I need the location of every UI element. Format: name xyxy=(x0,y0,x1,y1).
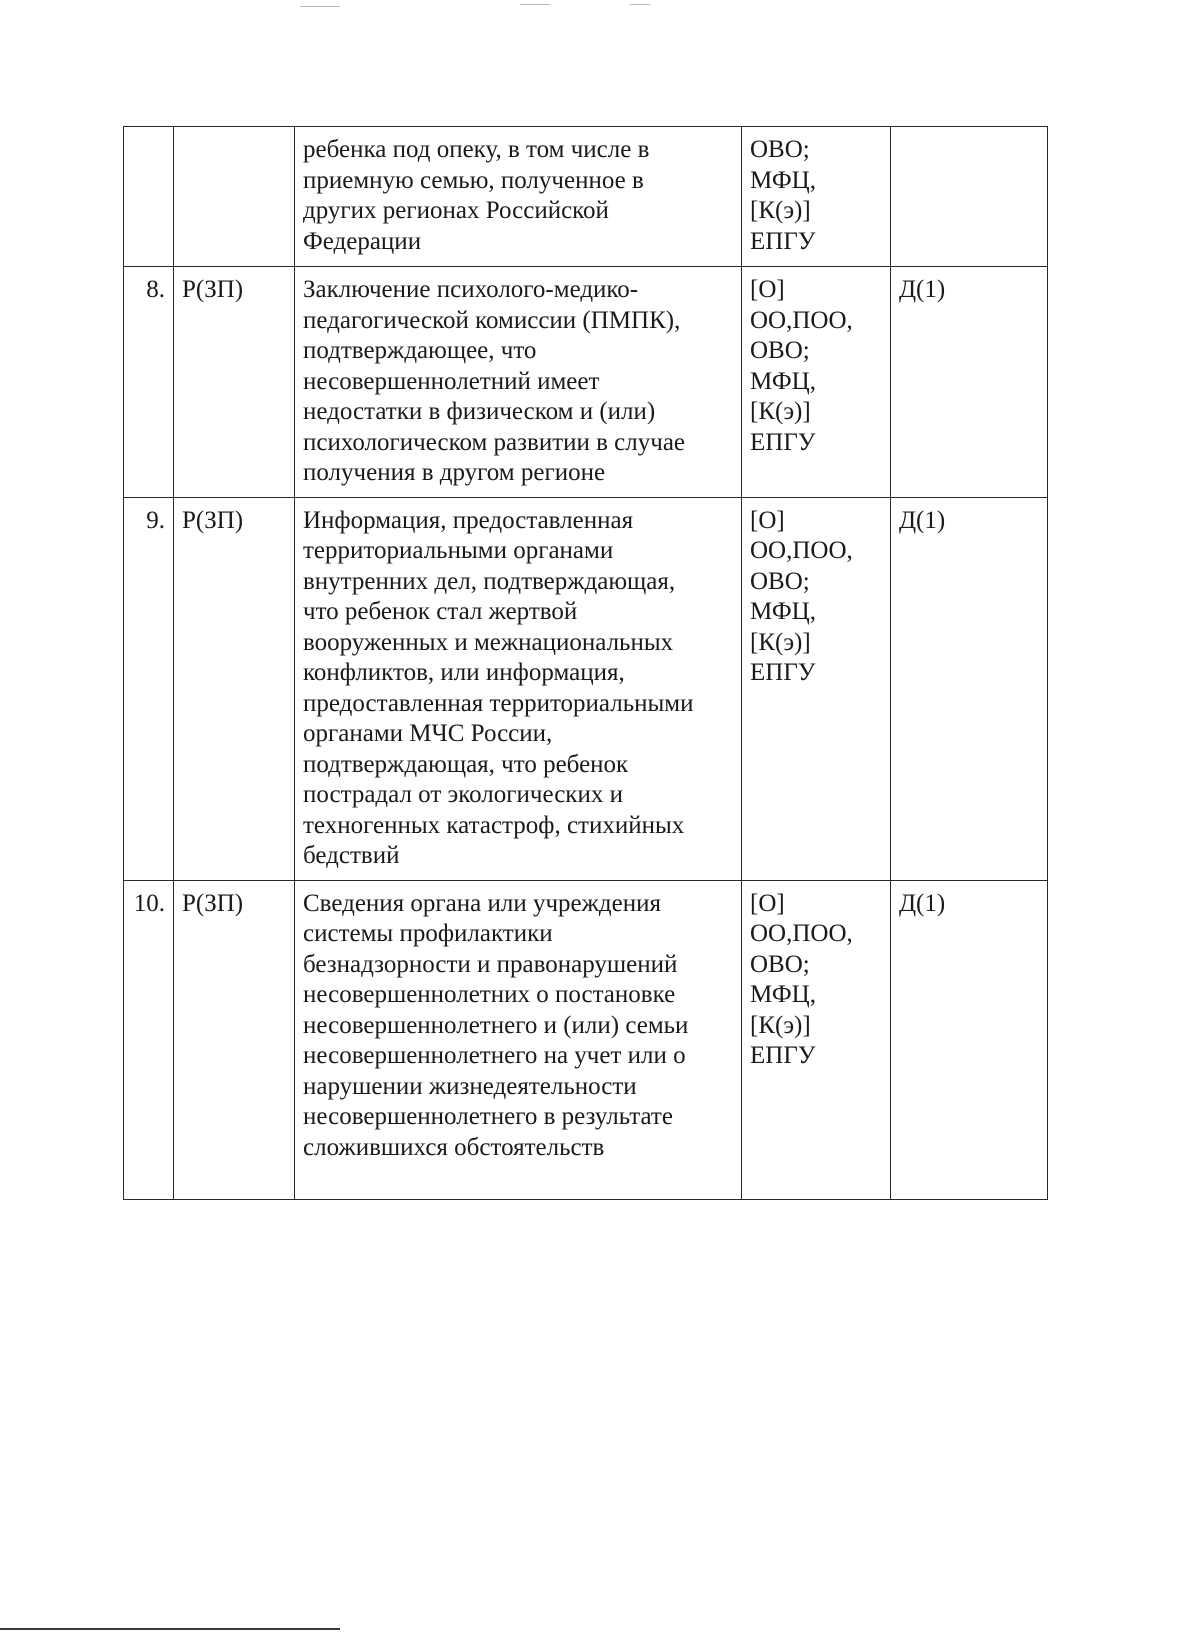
row-number: 8. xyxy=(124,267,174,498)
scan-artifact xyxy=(630,4,650,5)
submission-channels xyxy=(742,880,891,1199)
text-line: МФЦ, xyxy=(750,981,816,1008)
text-line: [О] xyxy=(750,276,785,303)
text-line: Федерации xyxy=(303,227,422,255)
text-line: других регионах Российской xyxy=(303,197,609,224)
text-line: [К(э)] xyxy=(750,628,811,656)
text-line: ЕПГУ xyxy=(750,1042,816,1069)
text-line: техногенных катастроф, стихийных xyxy=(303,811,685,839)
text-line: что ребенок стал жертвой xyxy=(303,598,578,625)
row-note: Д(1) xyxy=(891,267,1048,498)
text-line: несовершеннолетнего в результате xyxy=(303,1103,673,1130)
text-line: недостатки в физическом и (или) xyxy=(303,398,656,425)
text-line: несовершеннолетний имеет xyxy=(303,367,600,395)
text-line: МФЦ, xyxy=(750,367,816,395)
document-description xyxy=(295,497,742,880)
text-line: [О] xyxy=(750,506,785,534)
text-line: Информация, предоставленная xyxy=(303,506,634,534)
document-description xyxy=(295,267,742,498)
document-description xyxy=(295,127,742,267)
table-row xyxy=(124,880,1048,1199)
row-number: 10. xyxy=(124,880,174,1199)
text-line: ОО,ПОО, xyxy=(750,537,853,564)
text-line: конфликтов, или информация, xyxy=(303,659,625,686)
row-note: Д(1) xyxy=(891,880,1048,1199)
documents-table-body xyxy=(124,127,1048,1200)
table-row xyxy=(124,497,1048,880)
text-line: ОВО; xyxy=(750,950,810,978)
text-line: ЕПГУ xyxy=(750,227,816,255)
row-note: Д(1) xyxy=(891,497,1048,880)
submission-channels xyxy=(742,497,891,880)
bottom-rule xyxy=(0,1628,340,1630)
text-line: психологическом развитии в случае xyxy=(303,428,686,456)
table-row xyxy=(124,267,1048,498)
row-note xyxy=(891,127,1048,267)
text-line: несовершеннолетнего и (или) семьи xyxy=(303,1011,689,1039)
text-line: подтверждающее, что xyxy=(303,337,537,364)
row-type xyxy=(174,127,295,267)
row-type: Р(ЗП) xyxy=(174,497,295,880)
text-line: органами МЧС России, xyxy=(303,720,553,747)
text-line: ОВО; xyxy=(750,337,810,364)
row-type: Р(ЗП) xyxy=(174,880,295,1199)
text-line: Сведения органа или учреждения xyxy=(303,889,661,917)
text-line: ОО,ПОО, xyxy=(750,920,853,947)
text-line: сложившихся обстоятельств xyxy=(303,1133,605,1161)
text-line: нарушении жизнедеятельности xyxy=(303,1072,637,1100)
text-line: [К(э)] xyxy=(750,1011,811,1039)
text-line: ЕПГУ xyxy=(750,659,816,686)
text-line: ЕПГУ xyxy=(750,428,816,456)
submission-channels xyxy=(742,127,891,267)
text-line: МФЦ, xyxy=(750,166,816,194)
text-line: несовершеннолетнего на учет или о xyxy=(303,1042,686,1069)
text-line: ОВО; xyxy=(750,136,810,163)
scan-artifact xyxy=(520,4,550,5)
text-line: ОО,ПОО, xyxy=(750,306,853,334)
text-line: подтверждающая, что ребенок xyxy=(303,750,629,778)
text-line: Заключение психолого-медико- xyxy=(303,276,639,303)
document-description xyxy=(295,880,742,1199)
text-line: безнадзорности и правонарушений xyxy=(303,950,678,978)
text-line: территориальными органами xyxy=(303,537,614,564)
text-line: ребенка под опеку, в том числе в xyxy=(303,136,650,163)
scan-artifact xyxy=(300,6,340,7)
text-line: [О] xyxy=(750,889,785,917)
text-line: педагогической комиссии (ПМПК), xyxy=(303,306,681,334)
text-line: ОВО; xyxy=(750,567,810,595)
text-line: приемную семью, полученное в xyxy=(303,166,644,194)
row-type: Р(ЗП) xyxy=(174,267,295,498)
text-line: предоставленная территориальными xyxy=(303,689,694,717)
text-line: вооруженных и межнациональных xyxy=(303,628,674,656)
text-line: бедствий xyxy=(303,842,400,869)
submission-channels xyxy=(742,267,891,498)
table-row xyxy=(124,127,1048,267)
text-line: системы профилактики xyxy=(303,920,553,947)
text-line: получения в другом регионе xyxy=(303,459,606,486)
text-line: внутренних дел, подтверждающая, xyxy=(303,567,676,595)
text-line: МФЦ, xyxy=(750,598,816,625)
text-line: пострадал от экологических и xyxy=(303,781,623,808)
documents-table xyxy=(123,126,1048,1200)
row-number xyxy=(124,127,174,267)
text-line: [К(э)] xyxy=(750,197,811,224)
text-line: [К(э)] xyxy=(750,398,811,425)
text-line: несовершеннолетних о постановке xyxy=(303,981,676,1008)
row-number: 9. xyxy=(124,497,174,880)
